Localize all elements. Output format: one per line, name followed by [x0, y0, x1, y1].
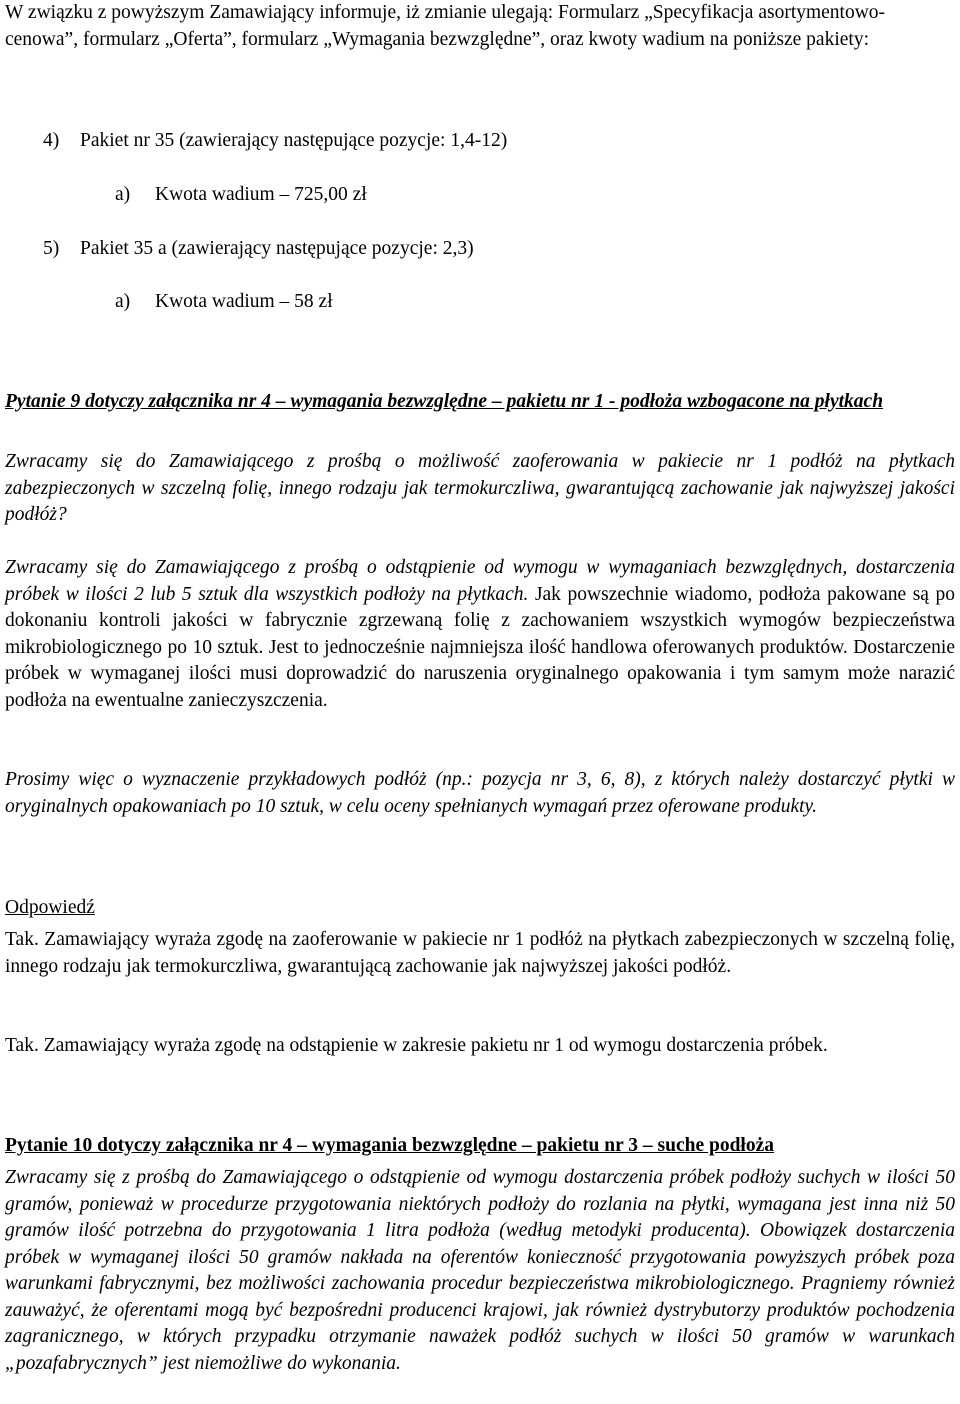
- question-9-paragraph-2-italic: Zwracamy się do Zamawiającego z prośbą o odstąpienie od wymogu w wymaganiach bezwzględnych, dostarczenia próbek w ilości 2 lub 5 sztuk dla wszystkich podłoży na płytkach.: [5, 557, 955, 605]
- answer-heading: Odpowiedź: [5, 896, 95, 918]
- package-sub-text: Kwota wadium – 725,00 zł: [155, 184, 367, 205]
- package-item: [43, 236, 474, 263]
- question-9-paragraph-2: [5, 555, 955, 714]
- package-item: [43, 128, 507, 155]
- intro-paragraph: W związku z powyższym Zamawiający informuje, iż zmianie ulegają: Formularz „Specyfikacja asortymentowo-cenowa”, formularz „Oferta”, formularz „Wymagania bezwzględne”, oraz kwoty wadium na poniższe pakiety:: [5, 2, 886, 50]
- package-sub-text: Kwota wadium – 58 zł: [155, 291, 333, 312]
- question-10-paragraph-1: Zwracamy się z prośbą do Zamawiającego o odstąpienie od wymogu dostarczenia próbek podłoży suchych w ilości 50 gramów, ponieważ w procedurze przygotowania niektórych podłoży do rozlania na płytki, wymagana jest inna niż 50 gramów ilość potrzebna do przygotowania 1 litra podłoża (według metodyki producenta). Obowiązek dostarczenia próbek w wymaganej ilości 50 gramów nakłada na oferentów konieczność przygotowania powyższych próbek poza warunkami fabrycznymi, bez możliwości zachowania procedur bezpieczeństwa mikrobiologicznego. Pragniemy również zauważyć, że oferentami mogą być bezpośredni producenci krajowi, jak również dystrybutorzy produktów pochodzenia zagranicznego, w których przypadku otrzymanie naważek podłóż suchych w ilości 50 gramów w warunkach „pozafabrycznych” jest niemożliwe do wykonania.: [5, 1167, 955, 1374]
- package-text: Pakiet 35 a (zawierający następujące pozycje: 2,3): [80, 238, 474, 259]
- answer-paragraph-2: Tak. Zamawiający wyraża zgodę na odstąpienie w zakresie pakietu nr 1 od wymogu dostarczenia próbek.: [5, 1035, 828, 1056]
- package-number: 5): [43, 238, 60, 259]
- package-subitem: [115, 182, 367, 209]
- question-9-paragraph-2-rest: Jak powszechnie wiadomo, podłoża pakowane są po dokonaniu kontroli jakości w fabrycznie zgrzewaną folię z zachowaniem wszystkich wymogów bezpieczeństwa mikrobiologicznego po 10 sztuk. Jest to jednocześnie najmniejsza ilość handlowa oferowanych produktów. Dostarczenie próbek w wymaganej ilości musi doprowadzić do naruszenia oryginalnego opakowania i tym samym może narazić podłoża na ewentualne zanieczyszczenia.: [5, 583, 955, 711]
- package-number: 4): [43, 130, 60, 151]
- package-subitem: [115, 289, 333, 316]
- question-9-paragraph-1: Zwracamy się do Zamawiającego z prośbą o możliwość zaoferowania w pakiecie nr 1 podłóż na płytkach zabezpieczonych w szczelną folię, innego rodzaju jak termokurczliwa, gwarantującą zachowanie jak najwyższej jakości podłóż?: [5, 451, 955, 525]
- question-9-paragraph-3: Prosimy więc o wyznaczenie przykładowych podłóż (np.: pozycja nr 3, 6, 8), z których należy dostarczyć płytki w oryginalnych opakowaniach po 10 sztuk, w celu oceny spełnianych wymagań przez oferowane produkty.: [5, 769, 955, 817]
- answer-paragraph-1: Tak. Zamawiający wyraża zgodę na zaoferowanie w pakiecie nr 1 podłóż na płytkach zabezpieczonych w szczelną folię, innego rodzaju jak termokurczliwa, gwarantującą zachowanie jak najwyższej jakości podłóż.: [5, 929, 955, 977]
- package-text: Pakiet nr 35 (zawierający następujące pozycje: 1,4-12): [80, 130, 508, 151]
- package-sub-number: a): [115, 291, 131, 312]
- question-10-heading: Pytanie 10 dotyczy załącznika nr 4 – wymagania bezwzględne – pakietu nr 3 – suche podłoża: [5, 1134, 774, 1156]
- question-9-heading: Pytanie 9 dotyczy załącznika nr 4 – wymagania bezwzględne – pakietu nr 1 - podłoża wzbogacone na płytkach: [5, 390, 884, 412]
- package-sub-number: a): [115, 184, 131, 205]
